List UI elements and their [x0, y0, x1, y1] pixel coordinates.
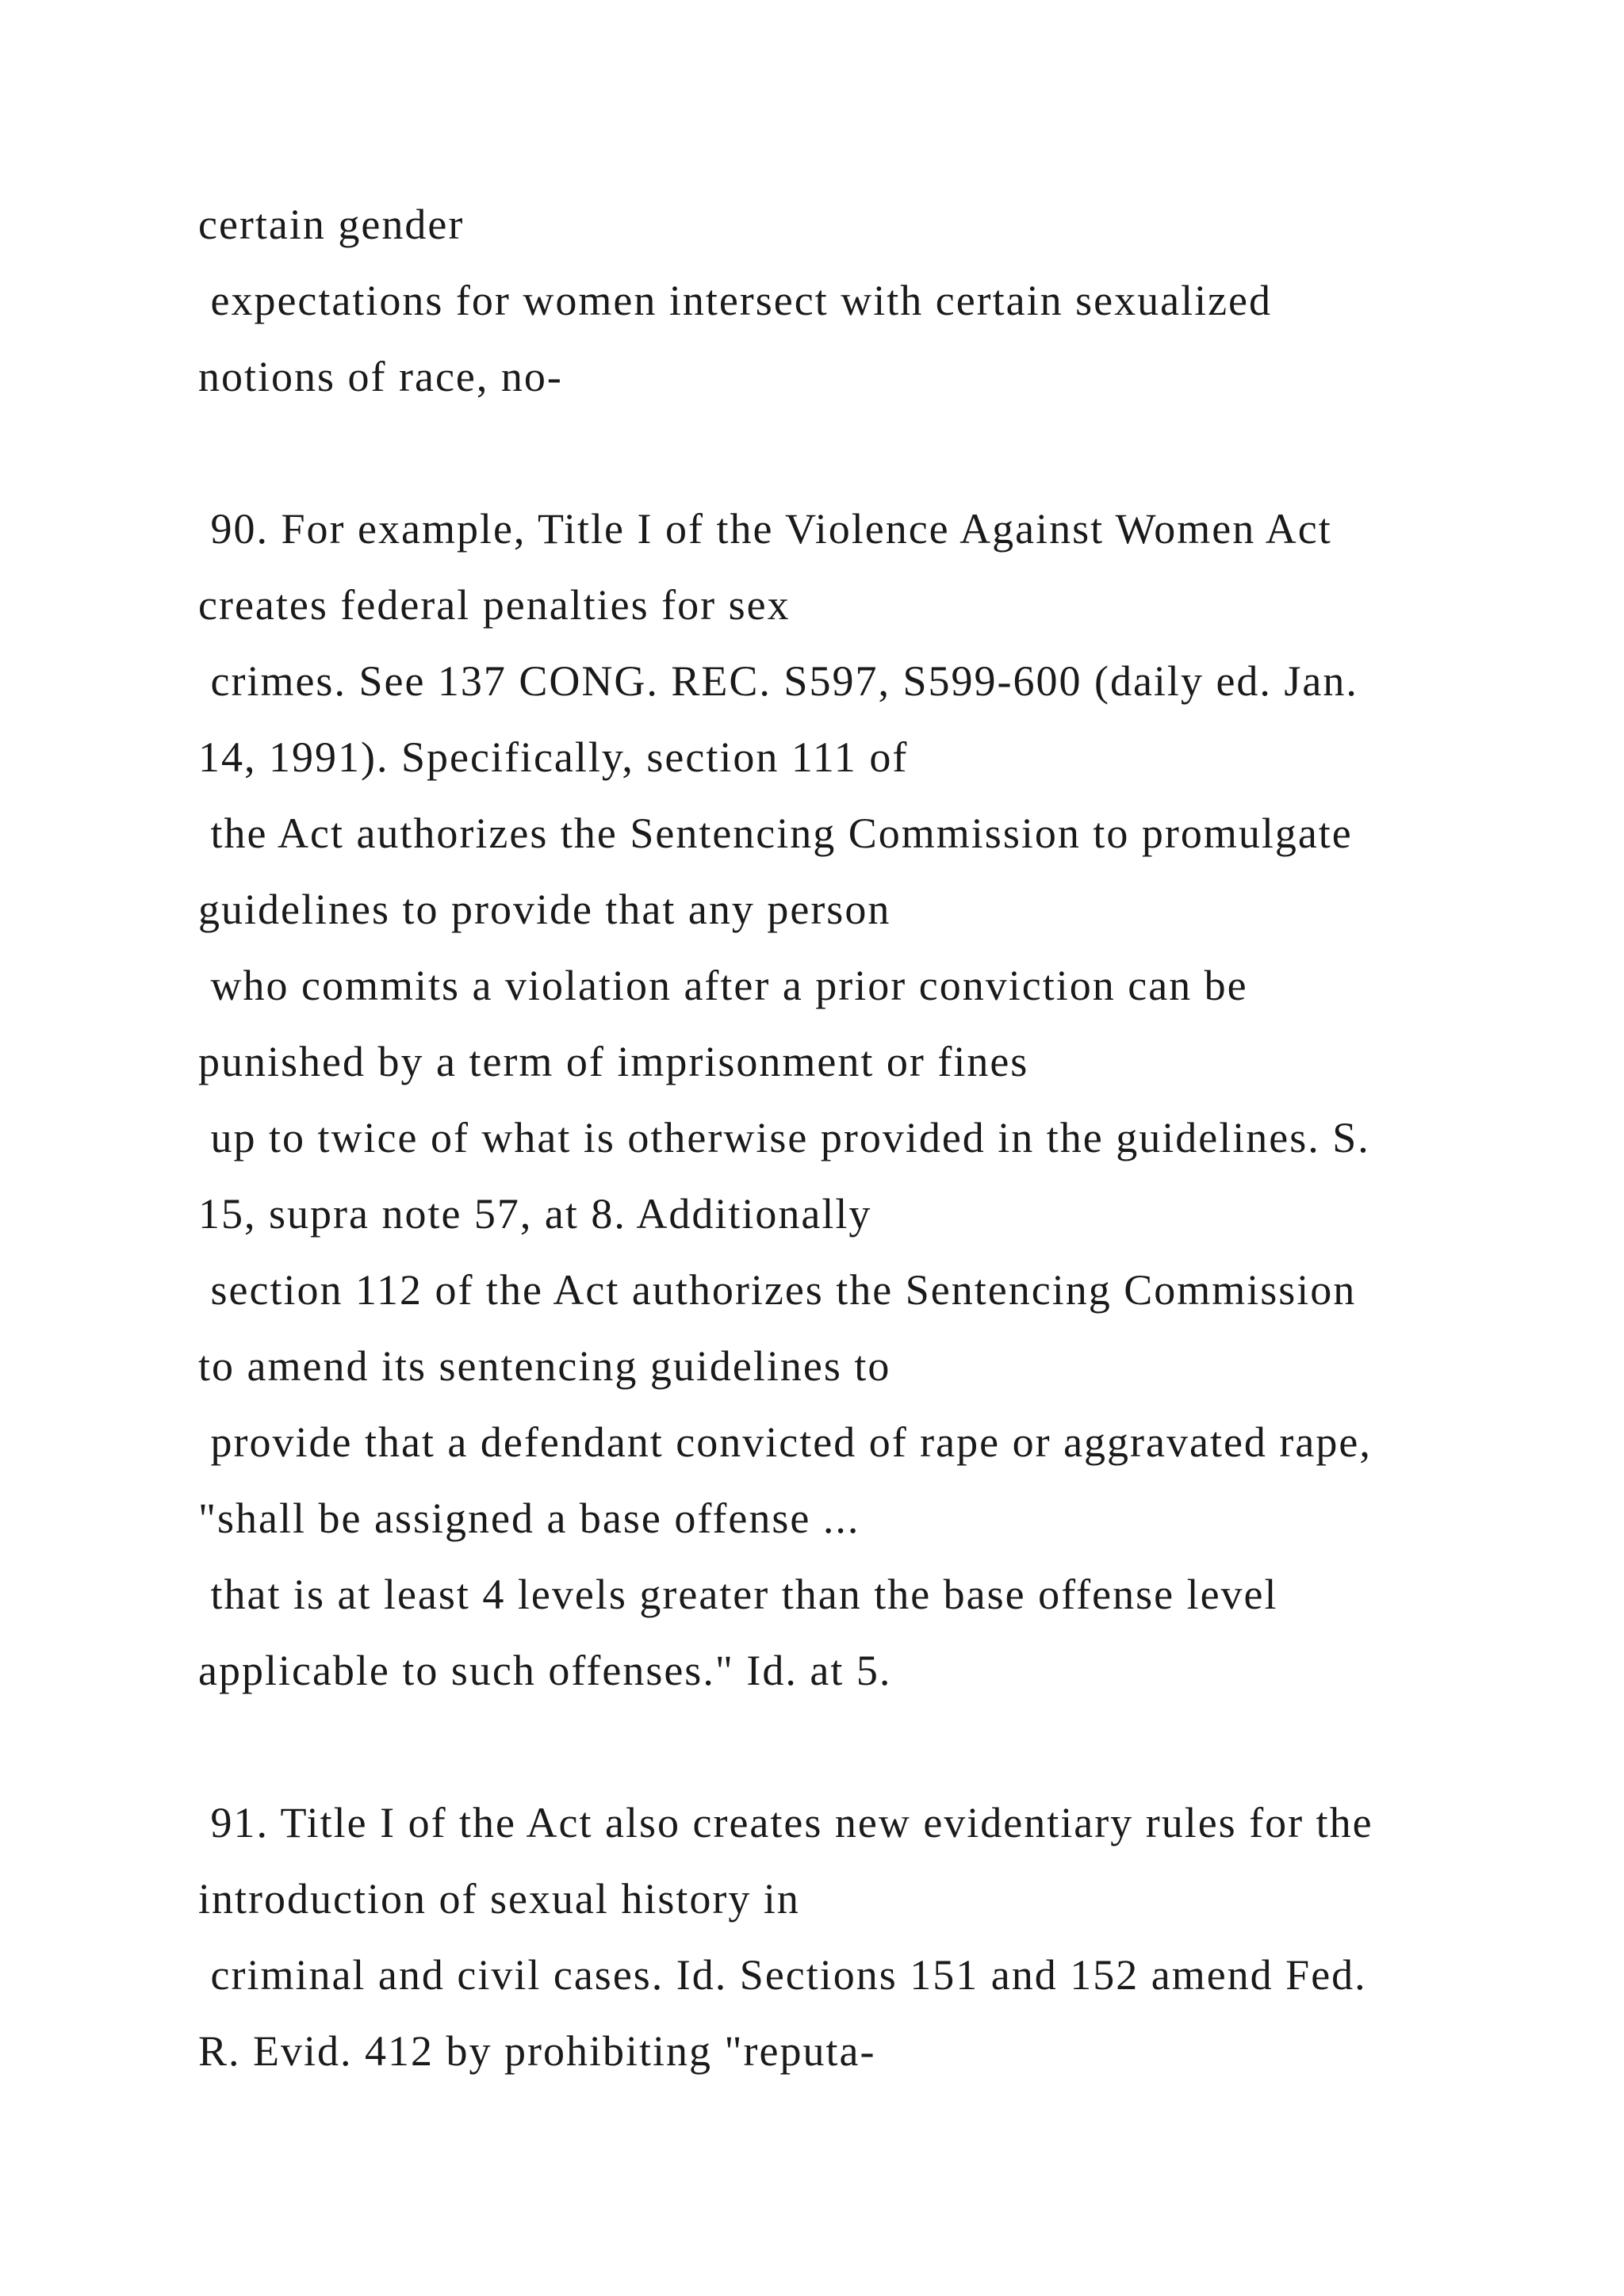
text-line: criminal and civil cases. Id. Sections 151 and 152 amend Fed. — [198, 1951, 1367, 1999]
text-line: expectations for women intersect with certain sexualized — [198, 277, 1273, 324]
text-line: creates federal penalties for sex — [198, 581, 791, 629]
text-line: crimes. See 137 CONG. REC. S597, S599-600 (daily ed. Jan. — [198, 657, 1358, 705]
text-line: applicable to such offenses." Id. at 5. — [198, 1647, 892, 1694]
text-line: to amend its sentencing guidelines to — [198, 1342, 891, 1390]
text-line: guidelines to provide that any person — [198, 886, 891, 933]
text-line: who commits a violation after a prior conviction can be — [198, 962, 1248, 1009]
text-line: section 112 of the Act authorizes the Sentencing Commission — [198, 1266, 1357, 1314]
text-line: introduction of sexual history in — [198, 1875, 800, 1923]
text-line: R. Evid. 412 by prohibiting "reputa- — [198, 2027, 876, 2075]
text-line: "shall be assigned a base offense ... — [198, 1494, 860, 1542]
text-line: certain gender — [198, 201, 465, 248]
footnote-90-start: 90. For example, Title I of the Violence Against Women Act — [198, 505, 1332, 553]
text-line: provide that a defendant convicted of rape or aggravated rape, — [198, 1418, 1372, 1466]
text-line: the Act authorizes the Sentencing Commission to promulgate — [198, 809, 1353, 857]
text-line: 14, 1991). Specifically, section 111 of — [198, 733, 909, 781]
text-line: 15, supra note 57, at 8. Additionally — [198, 1190, 872, 1238]
text-line: notions of race, no- — [198, 353, 563, 400]
text-line: up to twice of what is otherwise provided in the guidelines. S. — [198, 1114, 1370, 1161]
text-line: punished by a term of imprisonment or fines — [198, 1038, 1029, 1085]
text-line: that is at least 4 levels greater than the base offense level — [198, 1571, 1278, 1618]
footnote-91-start: 91. Title I of the Act also creates new evidentiary rules for the — [198, 1799, 1373, 1846]
